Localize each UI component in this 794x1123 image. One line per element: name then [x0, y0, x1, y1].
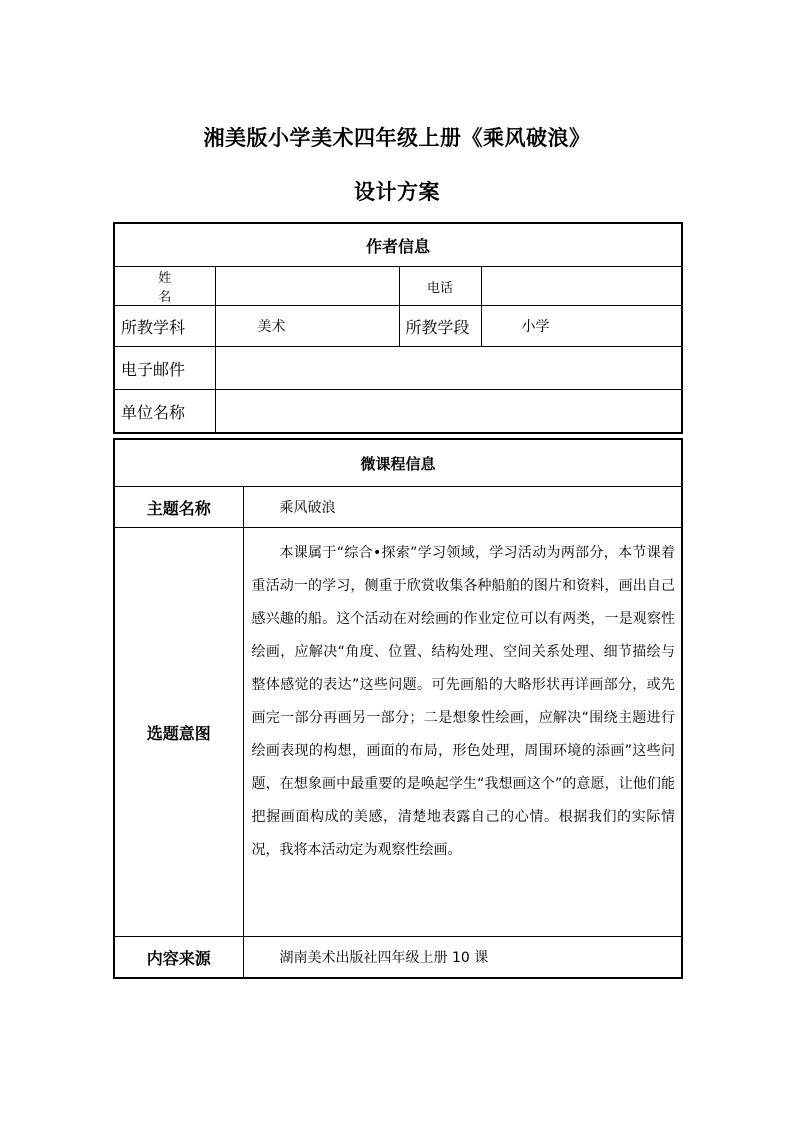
email-label: 电子邮件	[114, 347, 215, 390]
course-info-header: 微课程信息	[114, 439, 682, 487]
document-title: 湘美版小学美术四年级上册《乘风破浪》	[203, 126, 591, 150]
topic-value[interactable]: 乘风破浪	[243, 487, 682, 528]
stage-label: 所教学段	[399, 306, 481, 347]
phone-label: 电话	[399, 267, 481, 306]
unit-label: 单位名称	[114, 390, 215, 434]
subject-label: 所教学科	[114, 306, 215, 347]
course-info-table	[113, 438, 683, 979]
purpose-label: 选题意图	[114, 528, 243, 937]
source-value[interactable]: 湖南美术出版社四年级上册 10 课	[243, 937, 682, 979]
phone-value[interactable]	[481, 267, 682, 306]
stage-value[interactable]: 小学	[481, 306, 682, 347]
name-value[interactable]	[215, 267, 399, 306]
author-info-table	[113, 222, 683, 434]
unit-value[interactable]	[215, 390, 682, 434]
document-subtitle: 设计方案	[354, 180, 440, 204]
purpose-text[interactable]: 本课属于“综合•探索”学习领域，学习活动为两部分，本节课着重活动一的学习，侧重于欣赏收集各种船舶的图片和资料，画出自己感兴趣的船。这个活动在对绘画的作业定位可以有两类，一是观察性绘画，应解决“角度、位置、结构处理、空间关系处理、细节描绘与整体感觉的表达”这些问题。可先画船的大略形状再详画部分，或先画完一部分再画另一部分；二是想象性绘画，应解决“围绕主题进行绘画表现的构想，画面的布局，形色处理，周围环境的添画”这些问题，在想象画中最重要的是唤起学生“我想画这个”的意愿，让他们能把握画面构成的美感，清楚地表露自己的心情。根据我们的实际情况，我将本活动定为观察性绘画。	[243, 528, 682, 937]
topic-label: 主题名称	[114, 487, 243, 528]
subject-value[interactable]: 美术	[215, 306, 399, 347]
author-info-header: 作者信息	[114, 223, 682, 267]
email-value[interactable]	[215, 347, 682, 390]
source-label: 内容来源	[114, 937, 243, 979]
name-label: 姓名	[114, 267, 215, 306]
